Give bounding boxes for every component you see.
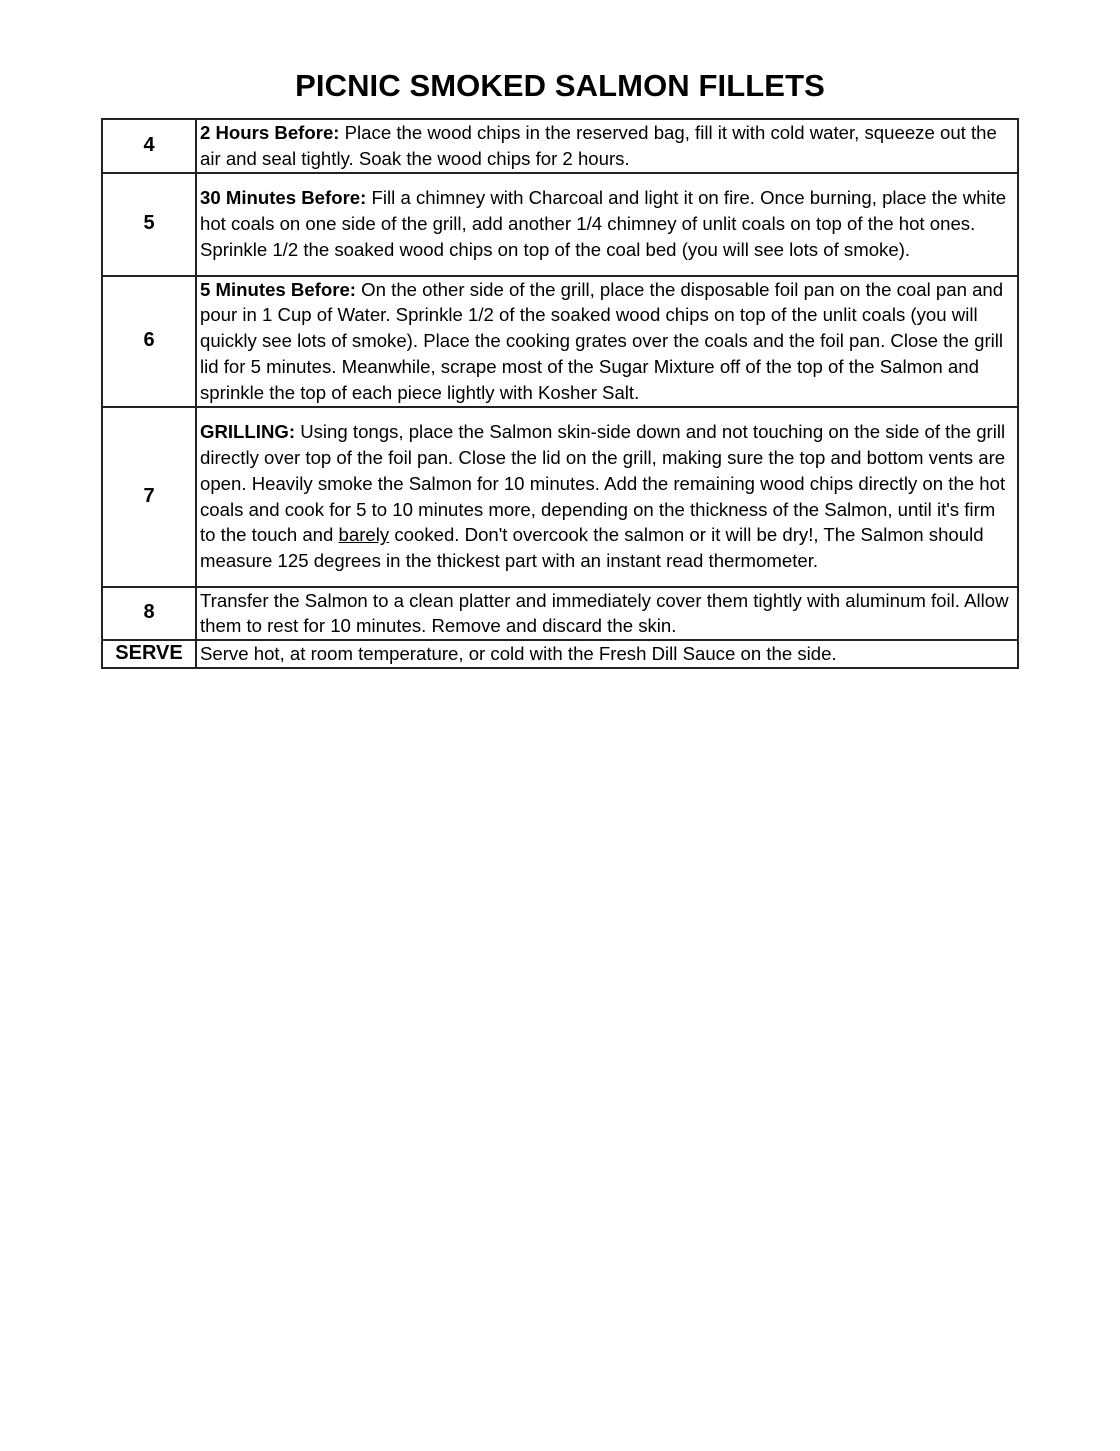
step-number: 8	[102, 587, 196, 641]
step-lead: 5 Minutes Before:	[200, 278, 357, 300]
step-body: Serve hot, at room temperature, or cold with the Fresh Dill Sauce on the side.	[200, 643, 837, 665]
recipe-steps-table	[101, 118, 1019, 669]
step-instruction	[196, 276, 1018, 407]
step-instruction	[196, 173, 1018, 276]
step-body: Place the wood chips in the reserved bag, fill it with cold water, squeeze out the air and seal tightly. Soak the wood chips for 2 hours.	[200, 122, 997, 169]
step-body: On the other side of the grill, place the disposable foil pan on the coal pan and pour in 1 Cup of Water. Sprinkle 1/2 of the soaked wood chips on top of the unlit coals (you will quickly see lots of smoke). Place the cooking grates over the coals and the foil pan. Close the grill lid for 5 minutes. Meanwhile, scrape most of the Sugar Mixture off of the top of the Salmon and sprinkle the top of each piece lightly with Kosher Salt.	[200, 278, 1004, 403]
page-title: PICNIC SMOKED SALMON FILLETS	[295, 68, 825, 103]
step-body-end: cooked. Don't overcook the salmon or it will be dry!, The Salmon should measure 125 degrees in the thickest part with an instant read thermometer.	[200, 524, 984, 572]
step-number: SERVE	[102, 640, 196, 668]
step-number: 7	[102, 407, 196, 587]
step-lead: 30 Minutes Before:	[200, 187, 367, 209]
step-lead: 2 Hours Before:	[200, 122, 340, 143]
step-instruction	[196, 640, 1018, 668]
step-body: Transfer the Salmon to a clean platter and immediately cover them tightly with aluminum foil. Allow them to rest for 10 minutes. Remove and discard the skin.	[200, 589, 1009, 637]
table-row-step-6	[102, 276, 1018, 407]
step-instruction	[196, 587, 1018, 641]
table-row-step-4	[102, 119, 1018, 173]
table-row-step-8	[102, 587, 1018, 641]
step-body: Using tongs, place the Salmon skin-side down and not touching on the side of the grill directly over top of the foil pan. Close the lid on the grill, making sure the top and bottom vents are open. Heavily smoke the Salmon for 10 minutes. Add the remaining wood chips directly on the hot coals and cook for 5 to 10 minutes more, depending on the thickness of the Salmon, until it's firm to the touch and	[200, 421, 1006, 546]
step-emphasis: barely	[338, 524, 390, 546]
step-lead: GRILLING:	[200, 421, 296, 443]
step-instruction	[196, 407, 1018, 587]
table-row-step-7	[102, 407, 1018, 587]
step-body: Fill a chimney with Charcoal and light it on fire. Once burning, place the white hot coals on one side of the grill, add another 1/4 chimney of unlit coals on top of the hot ones. Sprinkle 1/2 the soaked wood chips on top of the coal bed (you will see lots of smoke).	[200, 187, 1007, 260]
table-row-step-serve	[102, 640, 1018, 668]
step-number: 4	[102, 119, 196, 173]
table-row-step-5	[102, 173, 1018, 276]
step-number: 5	[102, 173, 196, 276]
step-number: 6	[102, 276, 196, 407]
step-instruction	[196, 119, 1018, 173]
